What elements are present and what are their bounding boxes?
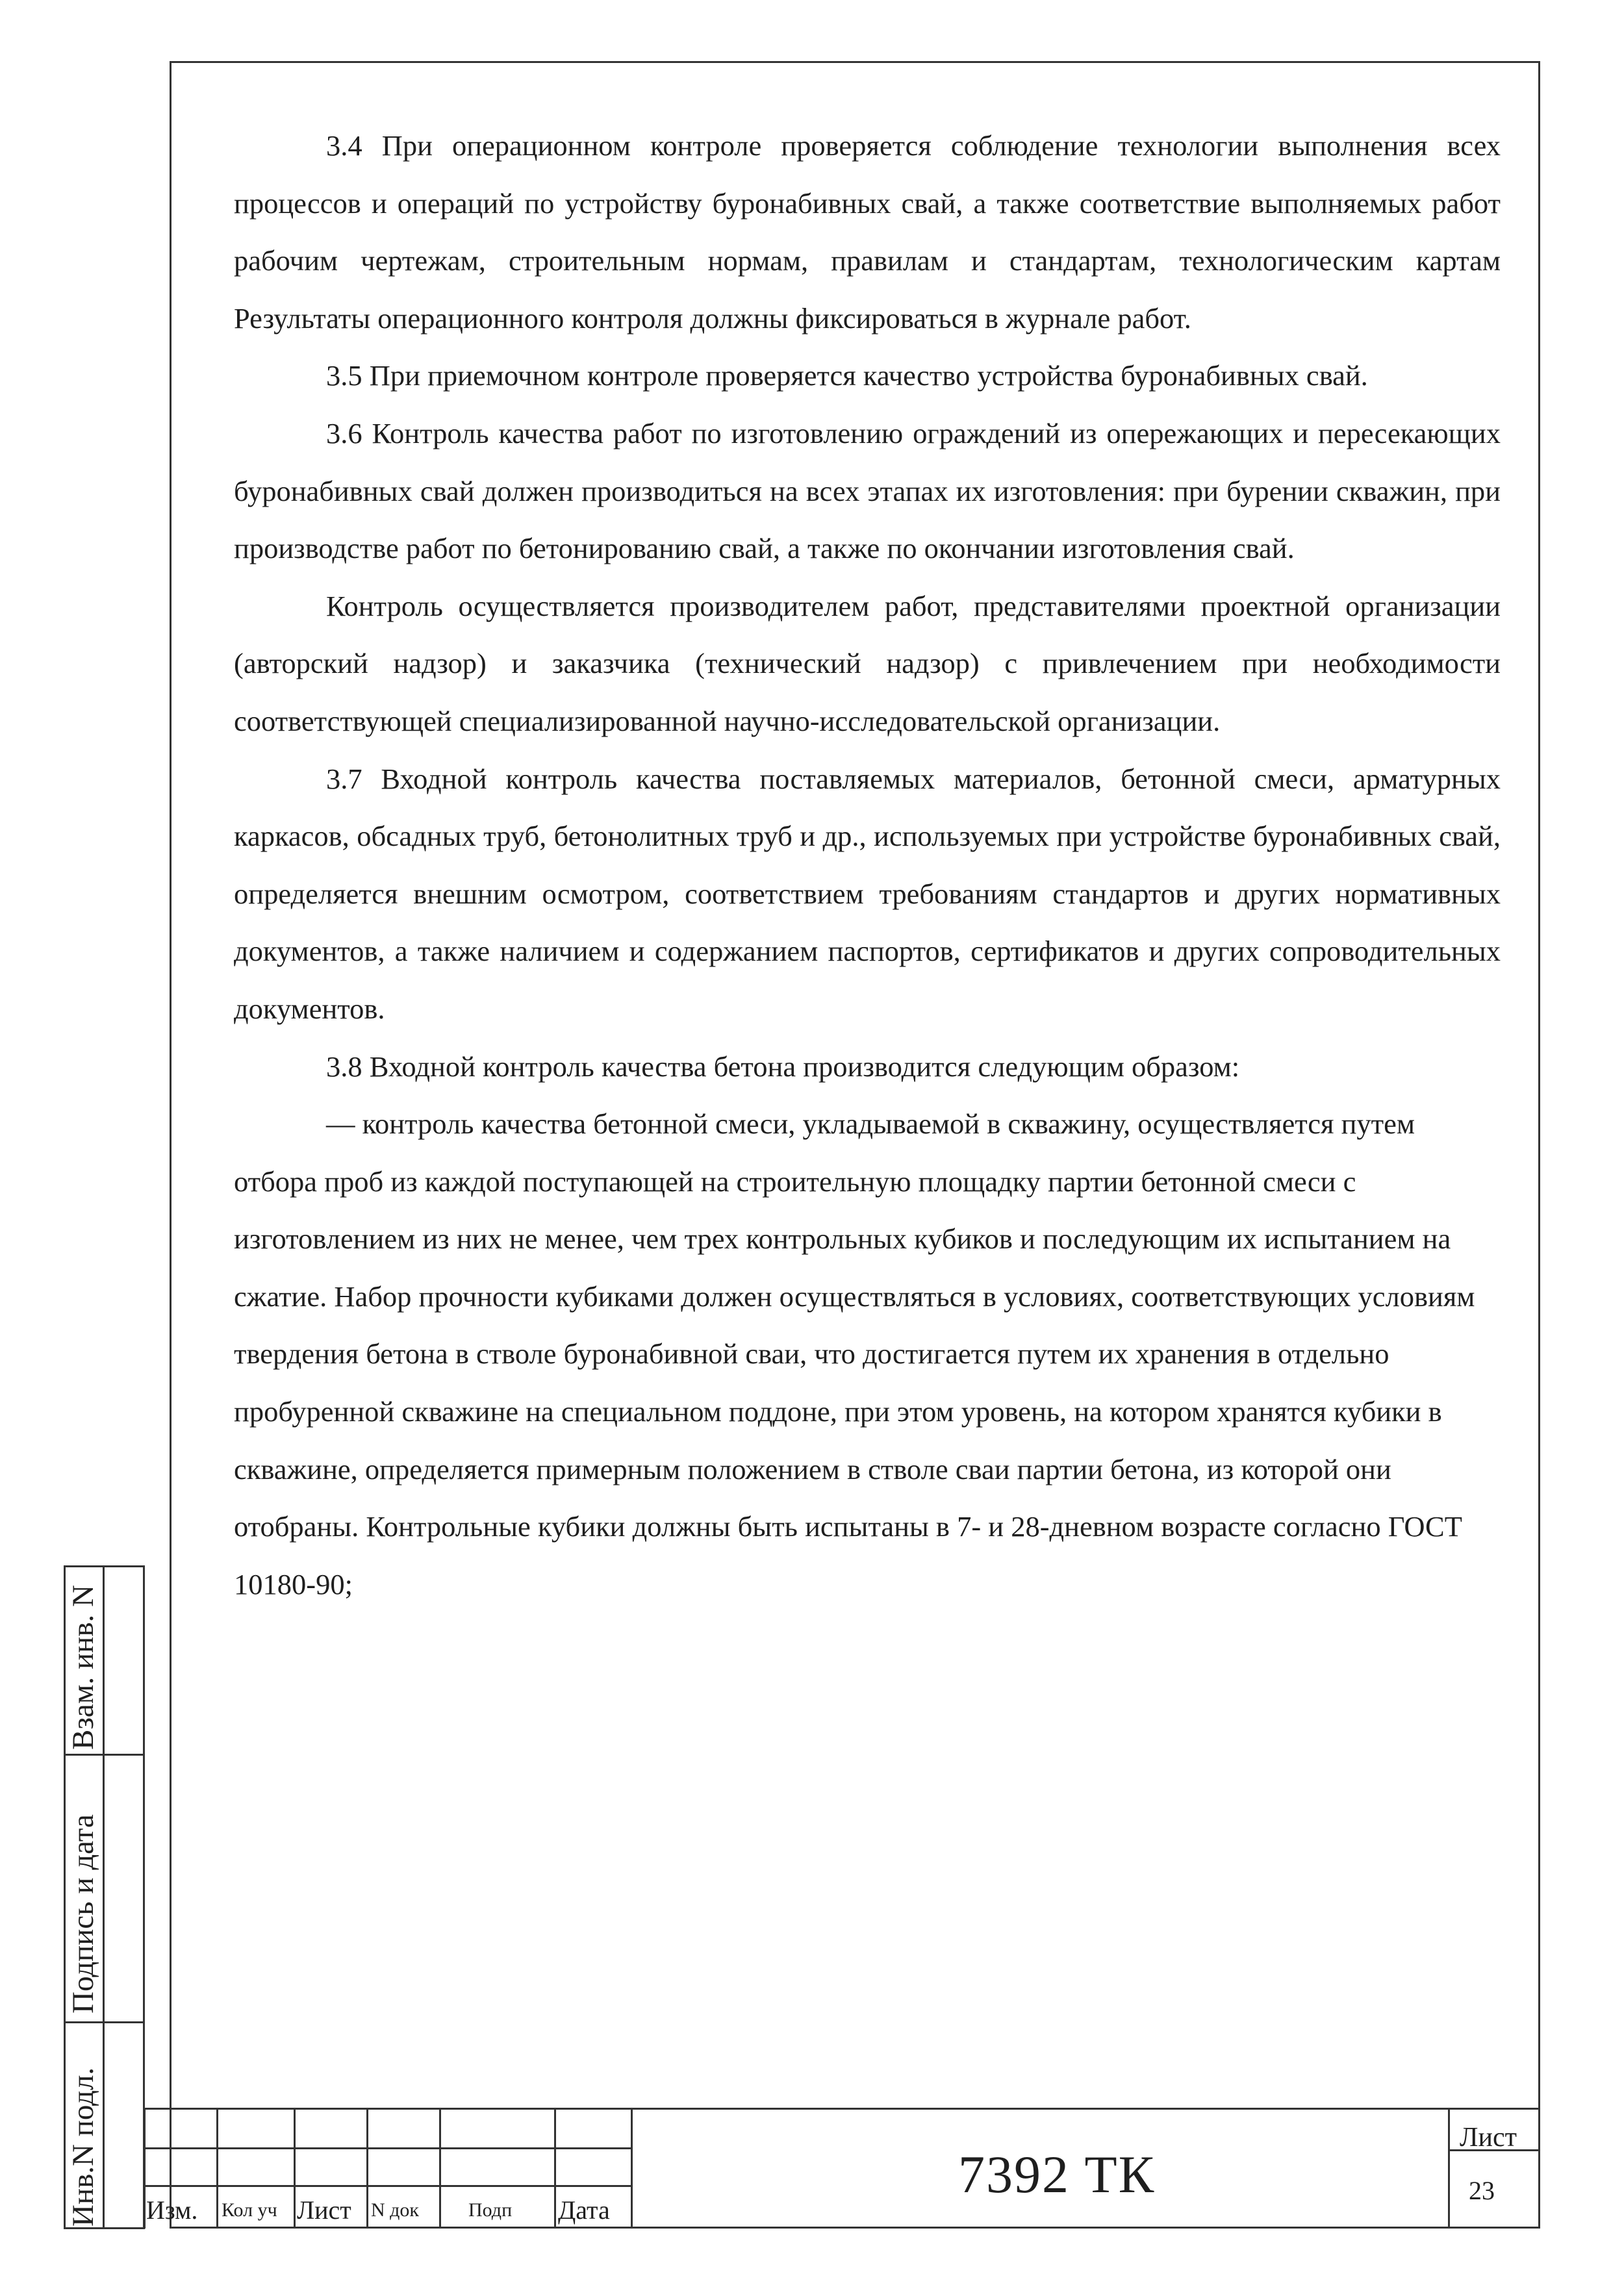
- side-label-podpis-data: Подпись и дата: [66, 1814, 100, 2014]
- paragraph-concrete-control: — контроль качества бетонной смеси, укладываемой в скважину, осуществляется путем отбора проб из каждой поступающей на строительную площадку партии бетонной смеси с изготовлением из них не менее, чем трех контрольных кубиков и последующим их испытанием на сжатие. Набор прочности кубиками должен осуществляться в условиях, соответствующих условиям твердения бетона в стволе буронабивной сваи, что достигается путем их хранения в отдельно пробуренной скважине на специальном поддоне, при этом уровень, на котором хранятся кубики в скважине, определяется примерным положением в стволе сваи партии бетона, из которой они отобраны. Контрольные кубики должны быть испытаны в 7- и 28-дневном возрасте согласно ГОСТ 10180-90;: [234, 1107, 1475, 1600]
- side-blank-column: [103, 1565, 145, 2229]
- side-label-inv-podl: Инв.N подл.: [66, 2067, 100, 2227]
- stamp-list: Лист: [297, 2195, 351, 2225]
- stamp-izm: Изм.: [146, 2195, 198, 2225]
- paragraph-control: Контроль осуществляется производителем работ, представителями проектной организации (авторский надзор) и заказчика (технический надзор) с привлечением при необходимости соответствующей специализированной научно-исследовательской организации.: [234, 589, 1501, 737]
- stamp-data: Дата: [558, 2195, 610, 2225]
- stamp-col-7: [1448, 2108, 1450, 2229]
- stamp-col-3: [366, 2108, 368, 2229]
- stamp-col-4: [439, 2108, 441, 2229]
- sheet-label: Лист: [1460, 2123, 1517, 2153]
- stamp-col-1: [216, 2108, 218, 2229]
- stamp-podp: Подп: [468, 2199, 513, 2221]
- stamp-top-line: [144, 2108, 1540, 2110]
- side-divider-2: [64, 2021, 145, 2023]
- left-margin-table: [64, 1565, 145, 2229]
- paragraph-3-4: 3.4 При операционном контроле проверяется соблюдение технологии выполнения всех процессов и операций по устройству буронабивных свай, а также соответствие выполняемых работ рабочим чертежам, строительным нормам, правилам и стандартам, технологическим картам Результаты операционного контроля должны фиксироваться в журнале работ.: [234, 129, 1501, 335]
- sheet-number: 23: [1469, 2176, 1495, 2205]
- paragraph-3-5: 3.5 При приемочном контроле проверяется качество устройства буронабивных свай.: [326, 359, 1368, 392]
- side-divider-1: [64, 1754, 145, 1756]
- paragraph-3-7: 3.7 Входной контроль качества поставляемых материалов, бетонной смеси, арматурных каркасов, обсадных труб, бетонолитных труб и др., используемых при устройстве буронабивных свай, определяется внешним осмотром, соответствием требованиям стандартов и других нормативных документов, а также наличием и содержанием паспортов, сертификатов и других сопроводительных документов.: [234, 762, 1501, 1025]
- title-block: [144, 2108, 1540, 2229]
- stamp-n-dok: N док: [371, 2199, 420, 2221]
- stamp-col-0: [144, 2108, 146, 2229]
- stamp-col-2: [294, 2108, 296, 2229]
- paragraph-3-6: 3.6 Контроль качества работ по изготовлению ограждений из опережающих и пересекающих буронабивных свай должен производиться на всех этапах их изготовления: при бурении скважин, при производстве работ по бетонированию свай, а также по окончании изготовления свай.: [234, 416, 1501, 565]
- side-label-vzam-inv: Взам. инв. N: [66, 1585, 100, 1750]
- paragraph-3-8: 3.8 Входной контроль качества бетона производится следующим образом:: [326, 1050, 1240, 1083]
- document-body: [234, 117, 1501, 1613]
- stamp-kol-uch: Кол уч: [222, 2199, 277, 2221]
- stamp-col-6: [631, 2108, 633, 2229]
- document-code: 7392 ТК: [958, 2145, 1156, 2204]
- stamp-col-5: [554, 2108, 556, 2229]
